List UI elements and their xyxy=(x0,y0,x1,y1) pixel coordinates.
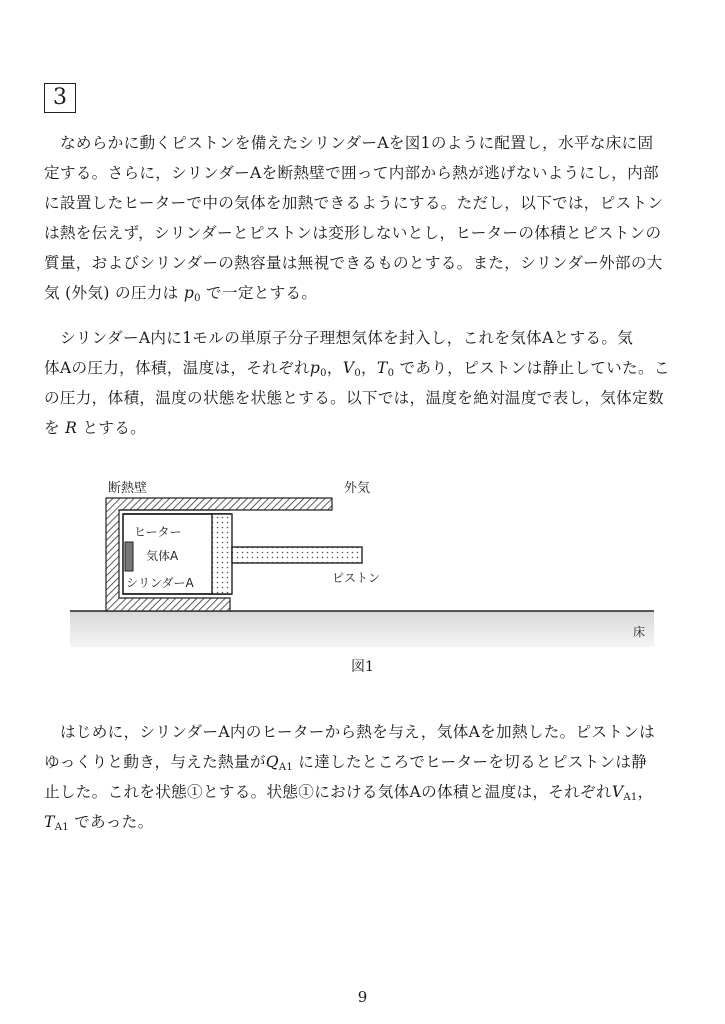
label-cylinder-a: シリンダーA xyxy=(126,576,194,590)
text-line xyxy=(44,278,684,308)
floor xyxy=(70,611,654,647)
text-segment: であり，ピストンは静止していた。こ xyxy=(399,359,670,377)
paragraph-intro xyxy=(44,128,684,308)
text-line: 質量，およびシリンダーの熱容量は無視できるものとする。また，シリンダー外部の大 xyxy=(44,254,663,272)
subscript: 0 xyxy=(387,368,395,379)
text-segment: 止した。これを状態①とする。状態①における気体Aの体積と温度は，それぞれ xyxy=(44,783,612,801)
separator: ， xyxy=(360,359,377,377)
text-segment: に達したところでヒーターを切るとピストンは静 xyxy=(298,753,648,771)
text-line xyxy=(44,777,684,807)
text-segment: で一定とする。 xyxy=(206,284,318,302)
subscript: 0 xyxy=(354,368,361,379)
text-line xyxy=(44,353,684,383)
text-line: の圧力，体積，温度の状態を状態とする。以下では，温度を絶対温度で表し，気体定数 xyxy=(44,389,664,407)
heater xyxy=(125,542,133,571)
label-floor: 床 xyxy=(633,625,646,639)
page-number: 9 xyxy=(357,988,368,1006)
variable-p: p xyxy=(309,359,321,377)
text-line: なめらかに動くピストンを備えたシリンダーAを図1のように配置し，水平な床に固 xyxy=(60,134,654,152)
subscript: A1 xyxy=(623,792,638,803)
subscript: A1 xyxy=(54,822,69,833)
piston-head xyxy=(212,514,232,594)
cylinder-diagram xyxy=(70,470,660,650)
text-segment: ゆっくりと動き，与えた熱量が xyxy=(44,753,266,771)
text-line xyxy=(44,413,684,443)
variable-r: R xyxy=(65,419,78,437)
label-gas-a: 気体A xyxy=(146,549,179,563)
variable-p: p xyxy=(183,284,195,302)
text-segment: 体Aの圧力，体積，温度は，それぞれ xyxy=(44,359,310,377)
text-segment: を xyxy=(44,419,60,437)
variable-q: Q xyxy=(265,753,279,771)
text-line xyxy=(44,747,684,777)
problem-number: 3 xyxy=(44,83,76,113)
paragraph-initial-state xyxy=(44,323,684,443)
piston-rod xyxy=(232,547,362,563)
label-piston: ピストン xyxy=(332,571,381,585)
subscript: A1 xyxy=(278,762,294,773)
subscript: 0 xyxy=(320,368,327,379)
label-heater: ヒーター xyxy=(134,525,182,539)
text-segment: であった。 xyxy=(74,813,154,831)
text-segment: 気 (外気) の圧力は xyxy=(44,284,179,302)
separator: ， xyxy=(326,359,343,377)
text-line: シリンダーA内に1モルの単原子分子理想気体を封入し，これを気体Aとする。気 xyxy=(60,329,634,347)
variable-t: T xyxy=(44,813,55,831)
text-line: に設置したヒーターで中の気体を加熱できるようにする。ただし，以下では，ピストン xyxy=(44,194,664,212)
variable-v: V xyxy=(611,783,624,801)
text-line xyxy=(44,807,684,837)
figure-caption: 図1 xyxy=(351,659,374,675)
text-line: はじめに，シリンダーA内のヒーターから熱を与え，気体Aを加熱した。ピストンは xyxy=(60,723,655,741)
separator: ， xyxy=(637,783,654,801)
variable-v: V xyxy=(342,359,355,377)
subscript: 0 xyxy=(194,293,201,304)
paragraph-heating xyxy=(44,717,684,837)
text-segment: とする。 xyxy=(82,419,147,437)
variable-t: T xyxy=(376,359,388,377)
label-outside-air: 外気 xyxy=(344,481,371,496)
figure-1 xyxy=(70,470,660,650)
text-line: は熱を伝えず，シリンダーとピストンは変形しないとし，ヒーターの体積とピストンの xyxy=(44,224,662,242)
label-insulating-wall: 断熱壁 xyxy=(108,481,148,496)
text-line: 定する。さらに，シリンダーAを断熱壁で囲って内部から熱が逃げないようにし，内部 xyxy=(44,164,659,182)
